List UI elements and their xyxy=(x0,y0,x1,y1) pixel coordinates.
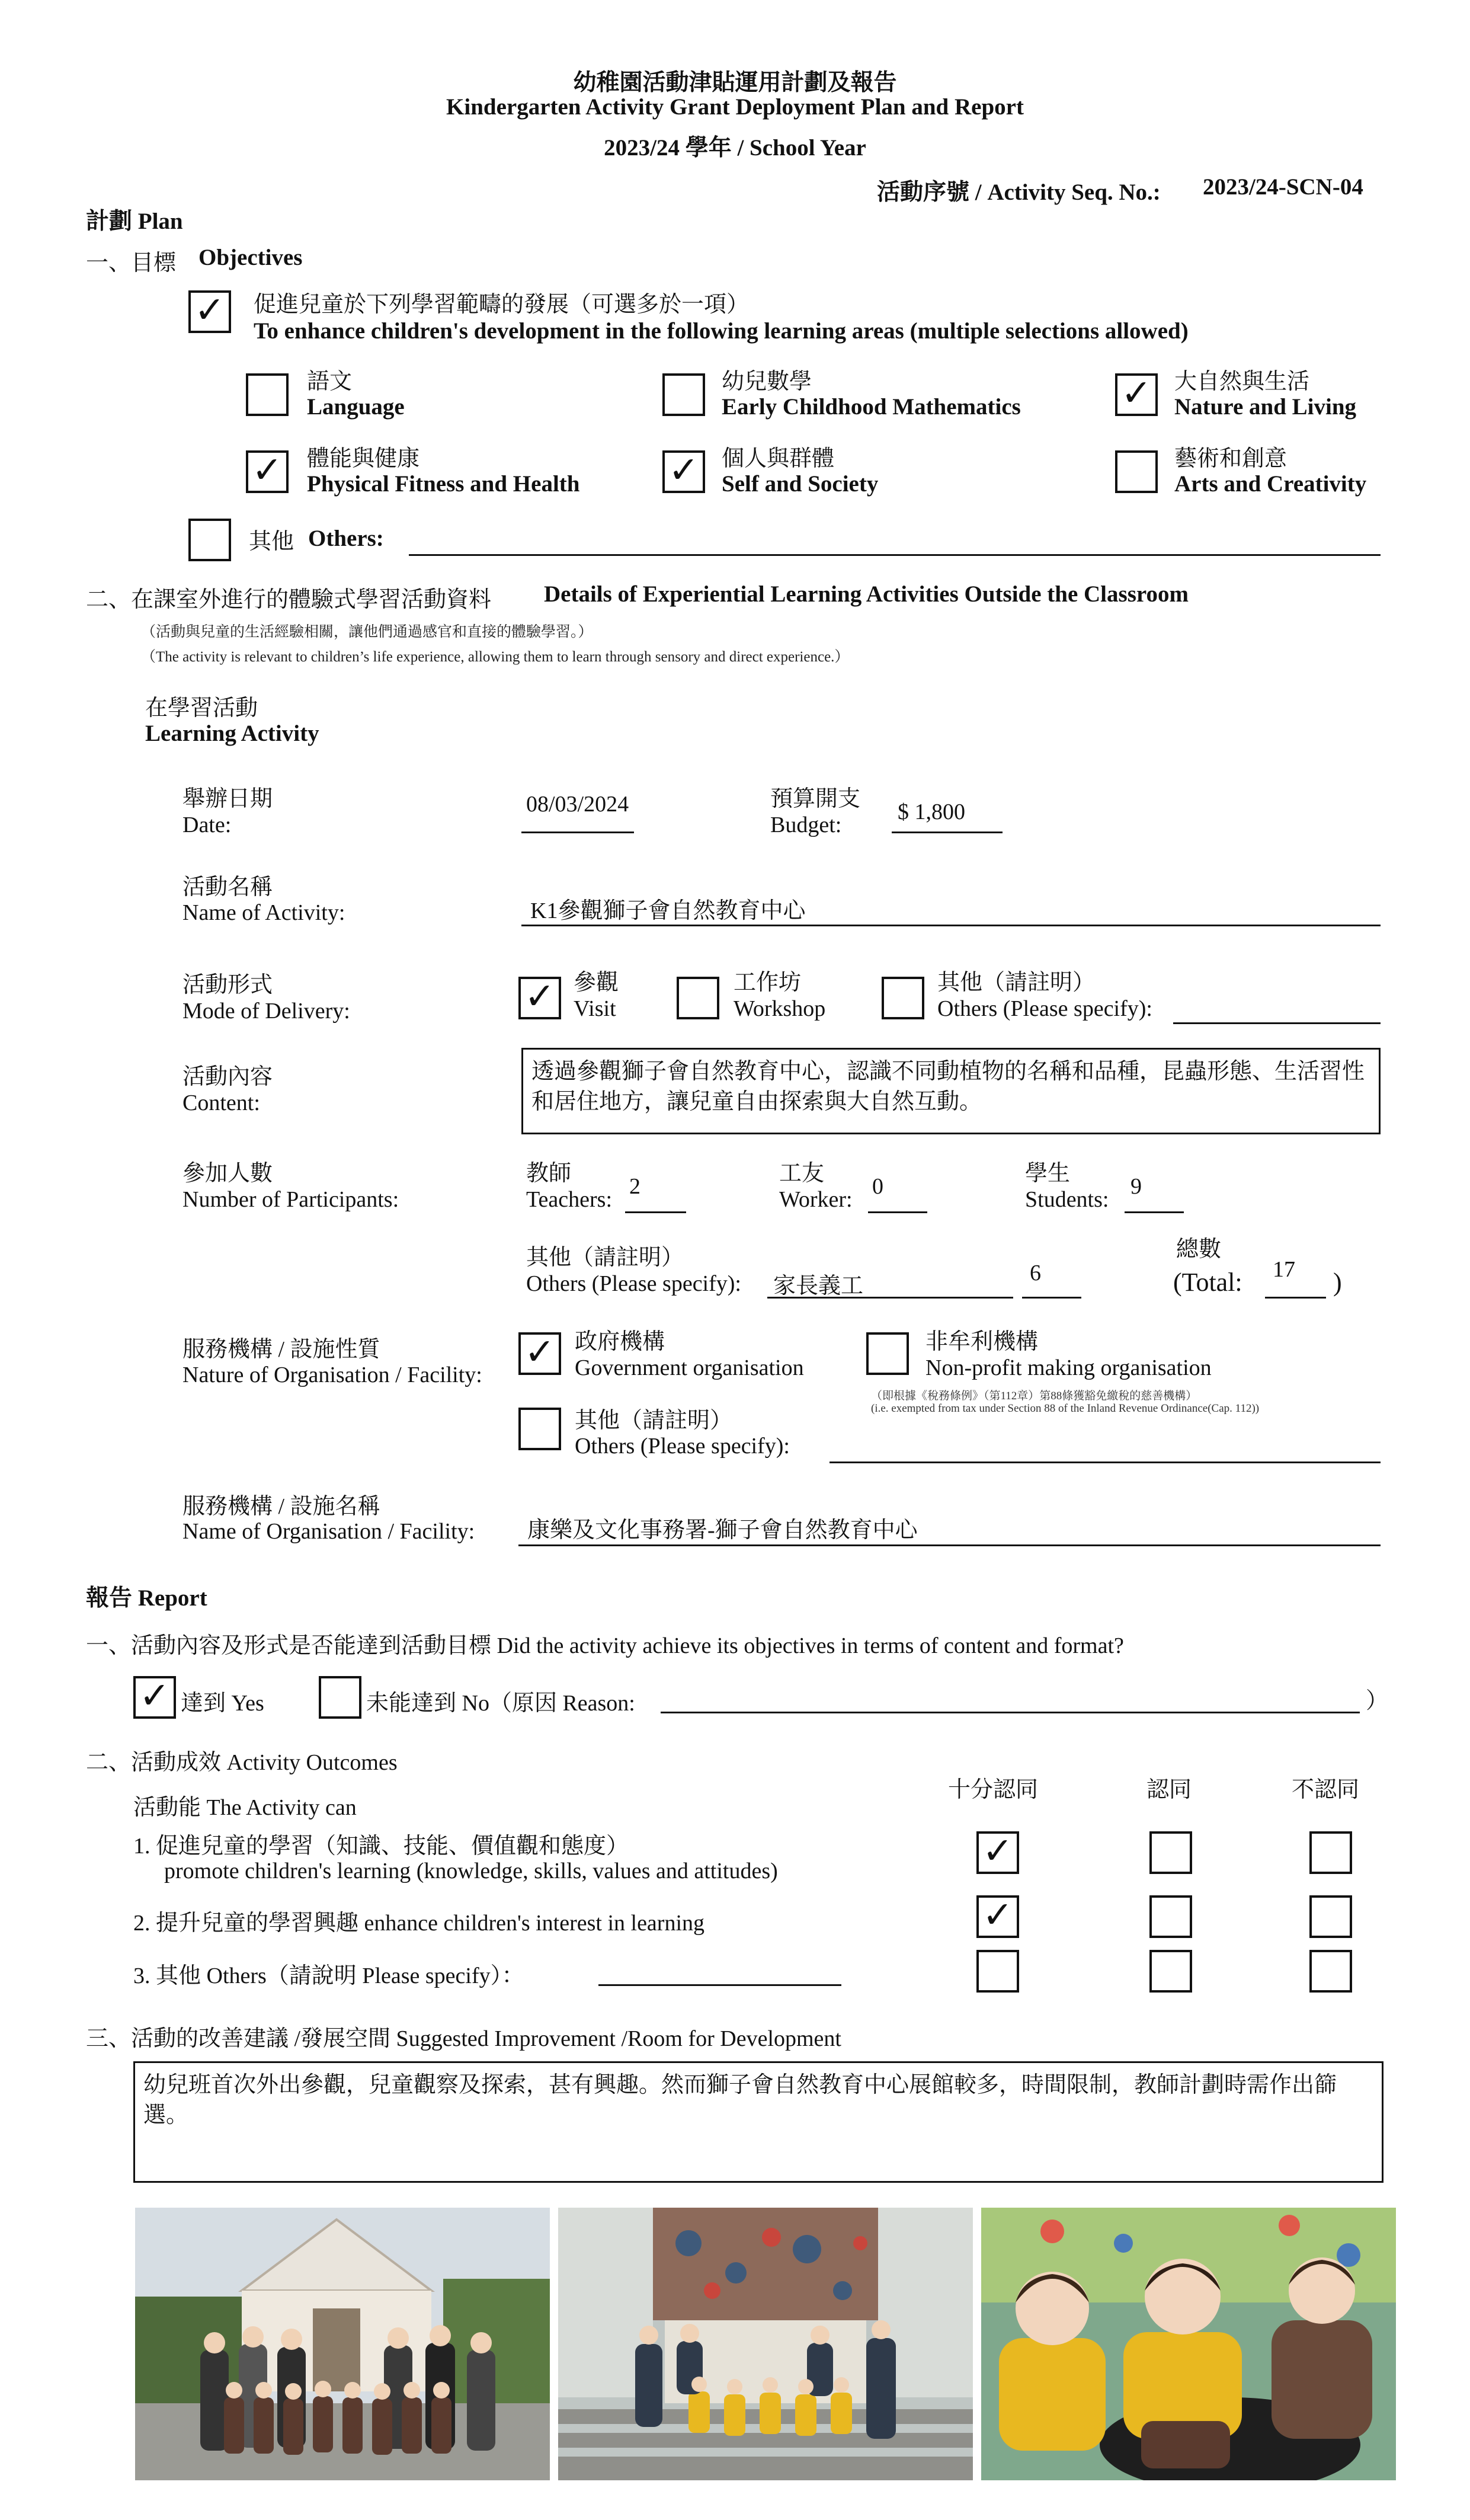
org-other-input-line[interactable] xyxy=(830,1462,1381,1463)
others-p-text: 家長義工 xyxy=(773,1274,864,1299)
outcome-1-agree-checkbox[interactable] xyxy=(1149,1831,1192,1874)
area-language-zh: 語文 xyxy=(307,369,353,394)
objectives-heading-zh: 一、目標 xyxy=(86,251,177,276)
details-heading-zh: 二、在課室外進行的體驗式學習活動資料 xyxy=(86,587,492,612)
outcome-3-strongly-agree-checkbox[interactable] xyxy=(976,1950,1019,1993)
area-nature-en: Nature and Living xyxy=(1174,394,1357,420)
outcome-3-line1: 3. 其他 Others（請說明 Please specify）： xyxy=(133,1963,524,1988)
mode-visit-checkbox[interactable] xyxy=(518,974,561,1019)
outcome-2-strongly-agree-checkbox[interactable] xyxy=(976,1895,1019,1938)
outcome-2-disagree-checkbox[interactable] xyxy=(1309,1895,1352,1938)
check-mark-icon: ✓ xyxy=(1121,371,1152,415)
school-year: 2023/24 學年 / School Year xyxy=(604,135,866,161)
enhance-zh: 促進兒童於下列學習範疇的發展（可選多於一項） xyxy=(254,292,750,317)
npo-note-en: (i.e. exempted from tax under Section 88 of the Inland Revenue Ordinance(Cap. 112)) xyxy=(871,1402,1260,1415)
mode-en: Mode of Delivery: xyxy=(182,999,350,1024)
area-language-checkbox[interactable] xyxy=(246,373,289,416)
no-checkbox[interactable] xyxy=(319,1676,361,1719)
group-photo-steps xyxy=(558,2208,973,2480)
mode-others-input-line[interactable] xyxy=(1173,1022,1381,1024)
worker-zh: 工友 xyxy=(779,1161,825,1186)
check-mark-icon: ✓ xyxy=(982,1829,1013,1873)
mode-workshop-zh: 工作坊 xyxy=(734,970,802,995)
date-zh: 舉辦日期 xyxy=(182,786,273,811)
outcome-3-disagree-checkbox[interactable] xyxy=(1309,1950,1352,1993)
no-label: 未能達到 No（原因 Reason: xyxy=(366,1691,635,1716)
learning-activity-en: Learning Activity xyxy=(145,721,319,746)
outcome-2-line1: 2. 提升兒童的學習興趣 enhance children's interest in learning xyxy=(133,1911,705,1936)
npo-note-zh: （即根據《稅務條例》（第112章）第88條獲豁免繳稅的慈善機構） xyxy=(871,1390,1197,1402)
check-mark-icon: ✓ xyxy=(194,288,225,332)
col-header-agree: 認同 xyxy=(1146,1777,1192,1802)
org-name-underline xyxy=(518,1544,1381,1546)
name-zh: 活動名稱 xyxy=(182,875,273,900)
students-value: 9 xyxy=(1130,1174,1142,1199)
npo-checkbox[interactable] xyxy=(866,1332,909,1375)
area-arts-en: Arts and Creativity xyxy=(1174,471,1367,497)
activity-can: 活動能 The Activity can xyxy=(133,1795,357,1820)
col-header-strongly-agree: 十分認同 xyxy=(948,1777,1039,1802)
date-value: 08/03/2024 xyxy=(526,792,629,817)
name-underline xyxy=(521,925,1381,926)
gov-zh: 政府機構 xyxy=(575,1329,665,1354)
check-mark-icon: ✓ xyxy=(252,448,283,492)
name-value: K1參觀獅子會自然教育中心 xyxy=(530,898,806,923)
area-math-en: Early Childhood Mathematics xyxy=(722,394,1021,420)
col-header-disagree: 不認同 xyxy=(1292,1777,1360,1802)
participants-zh: 參加人數 xyxy=(182,1161,273,1186)
teachers-en: Teachers: xyxy=(526,1187,613,1212)
area-arts-checkbox[interactable] xyxy=(1115,450,1158,493)
check-mark-icon: ✓ xyxy=(524,1330,555,1374)
date-en: Date: xyxy=(182,813,232,837)
teachers-value: 2 xyxy=(629,1174,640,1199)
details-heading-en: Details of Experiential Learning Activities Outside the Classroom xyxy=(544,581,1189,607)
org-name-zh: 服務機構 / 設施名稱 xyxy=(182,1494,380,1519)
improve-heading: 三、活動的改善建議 /發展空間 Suggested Improvement /Room for Development xyxy=(86,2026,841,2051)
budget-zh: 預算開支 xyxy=(770,786,861,811)
mode-visit-en: Visit xyxy=(574,996,616,1021)
mode-visit-zh: 參觀 xyxy=(574,970,619,995)
budget-underline xyxy=(892,832,1003,833)
mode-workshop-checkbox[interactable] xyxy=(677,977,719,1019)
worker-en: Worker: xyxy=(779,1187,853,1212)
npo-zh: 非牟利機構 xyxy=(925,1329,1039,1354)
org-name-en: Name of Organisation / Facility: xyxy=(182,1519,475,1544)
mode-workshop-en: Workshop xyxy=(734,996,826,1021)
org-type-zh: 服務機構 / 設施性質 xyxy=(182,1337,380,1362)
others-p-en: Others (Please specify): xyxy=(526,1271,741,1296)
name-en: Name of Activity: xyxy=(182,900,345,925)
objectives-heading-en: Objectives xyxy=(198,245,303,270)
seq-label: 活動序號 / Activity Seq. No.: xyxy=(877,180,1161,205)
participants-en: Number of Participants: xyxy=(182,1187,399,1212)
no-reason-input-line[interactable] xyxy=(661,1712,1360,1713)
children-photo-closeup xyxy=(981,2208,1396,2480)
mode-zh: 活動形式 xyxy=(182,973,273,997)
total-en: (Total: xyxy=(1173,1268,1242,1297)
learning-activity-zh: 在學習活動 xyxy=(145,696,258,721)
outcome-1-disagree-checkbox[interactable] xyxy=(1309,1831,1352,1874)
worker-underline xyxy=(868,1211,927,1213)
mode-others-zh: 其他（請註明） xyxy=(937,970,1096,995)
content-en: Content: xyxy=(182,1090,260,1115)
others-zh: 其他 xyxy=(249,529,294,554)
area-physical-en: Physical Fitness and Health xyxy=(307,471,580,497)
npo-en: Non-profit making organisation xyxy=(925,1355,1212,1380)
area-nature-checkbox[interactable] xyxy=(1115,373,1158,416)
children-photo-closeup-image xyxy=(981,2208,1396,2480)
total-zh: 總數 xyxy=(1176,1237,1222,1262)
title-en: Kindergarten Activity Grant Deployment Plan and Report xyxy=(446,94,1024,120)
gov-en: Government organisation xyxy=(575,1355,804,1380)
check-mark-icon: ✓ xyxy=(668,448,699,492)
org-name-value: 康樂及文化事務署-獅子會自然教育中心 xyxy=(527,1518,918,1543)
others-p-zh: 其他（請註明） xyxy=(526,1245,684,1270)
yes-checkbox[interactable] xyxy=(133,1676,176,1719)
details-note-zh: （活動與兒童的生活經驗相關，讓他們通過感官和直接的體驗學習。） xyxy=(141,624,593,640)
budget-value: $ 1,800 xyxy=(898,800,965,824)
outcome-1-line1: 1. 促進兒童的學習（知識、技能、價值觀和態度） xyxy=(133,1834,629,1859)
area-physical-checkbox[interactable] xyxy=(246,450,289,493)
students-en: Students: xyxy=(1025,1187,1109,1212)
others-input-line[interactable] xyxy=(409,554,1381,556)
enhance-en: To enhance children's development in the following learning areas (multiple selections allowed) xyxy=(254,318,1189,344)
outcome-3-input-line[interactable] xyxy=(598,1984,841,1986)
area-math-checkbox[interactable] xyxy=(662,373,705,416)
org-type-en: Nature of Organisation / Facility: xyxy=(182,1363,482,1387)
total-close: ) xyxy=(1333,1268,1342,1297)
students-zh: 學生 xyxy=(1025,1161,1071,1186)
mode-others-en: Others (Please specify): xyxy=(937,996,1152,1021)
students-underline xyxy=(1125,1211,1184,1213)
outcome-1-strongly-agree-checkbox[interactable] xyxy=(976,1831,1019,1874)
org-other-zh: 其他（請註明） xyxy=(575,1408,733,1433)
date-underline xyxy=(521,832,634,833)
area-physical-zh: 體能與健康 xyxy=(307,446,420,471)
area-self-en: Self and Society xyxy=(722,471,879,497)
outcome-3-agree-checkbox[interactable] xyxy=(1149,1950,1192,1993)
worker-value: 0 xyxy=(872,1174,883,1199)
report-q1: 一、活動內容及形式是否能達到活動目標 Did the activity achieve its objectives in terms of content and format? xyxy=(86,1633,1124,1658)
others-en: Others: xyxy=(308,526,384,551)
area-arts-zh: 藝術和創意 xyxy=(1174,446,1288,471)
plan-heading: 計劃 Plan xyxy=(86,209,183,234)
gov-checkbox[interactable] xyxy=(518,1332,561,1375)
total-value: 17 xyxy=(1273,1257,1295,1282)
area-self-zh: 個人與群體 xyxy=(722,446,835,471)
others-p-value-underline xyxy=(1022,1297,1081,1299)
outcome-1-line2: promote children's learning (knowledge, skills, values and attitudes) xyxy=(164,1859,778,1883)
org-other-en: Others (Please specify): xyxy=(575,1434,790,1459)
report-heading: 報告 Report xyxy=(86,1585,207,1611)
no-close: ） xyxy=(1366,1688,1389,1713)
yes-label: 達到 Yes xyxy=(181,1691,264,1716)
total-underline xyxy=(1265,1297,1326,1299)
content-zh: 活動內容 xyxy=(182,1064,273,1089)
check-mark-icon: ✓ xyxy=(524,974,555,1018)
group-photo-building-image xyxy=(135,2208,550,2480)
details-note-en: （The activity is relevant to children’s life experience, allowing them to learn through sensory and direct experience.） xyxy=(141,649,850,665)
check-mark-icon: ✓ xyxy=(982,1893,1013,1937)
outcomes-heading: 二、活動成效 Activity Outcomes xyxy=(86,1750,398,1775)
area-self-checkbox[interactable] xyxy=(662,450,705,493)
others-checkbox[interactable] xyxy=(188,519,231,561)
title-zh: 幼稚園活動津貼運用計劃及報告 xyxy=(573,70,897,95)
org-other-checkbox[interactable] xyxy=(518,1408,561,1450)
seq-value: 2023/24-SCN-04 xyxy=(1203,174,1363,200)
area-language-en: Language xyxy=(307,394,405,420)
others-p-value: 6 xyxy=(1030,1261,1041,1285)
budget-en: Budget: xyxy=(770,813,842,837)
area-nature-zh: 大自然與生活 xyxy=(1174,369,1310,394)
improve-box: 幼兒班首次外出參觀，兒童觀察及探索，甚有興趣。然而獅子會自然教育中心展館較多，時間限制，教師計劃時需作出篩選。 xyxy=(133,2061,1383,2183)
mode-others-checkbox[interactable] xyxy=(882,977,924,1019)
group-photo-building xyxy=(135,2208,550,2480)
check-mark-icon: ✓ xyxy=(139,1674,170,1718)
content-box: 透過參觀獅子會自然教育中心，認識不同動植物的名稱和品種，昆蟲形態、生活習性和居住地方，讓兒童自由探索與大自然互動。 xyxy=(521,1048,1381,1134)
teachers-underline xyxy=(625,1211,686,1213)
others-p-text-underline xyxy=(767,1297,1013,1299)
teachers-zh: 教師 xyxy=(526,1161,572,1186)
outcome-2-agree-checkbox[interactable] xyxy=(1149,1895,1192,1938)
area-math-zh: 幼兒數學 xyxy=(722,369,812,394)
enhance-checkbox[interactable] xyxy=(188,290,231,333)
group-photo-steps-image xyxy=(558,2208,973,2480)
